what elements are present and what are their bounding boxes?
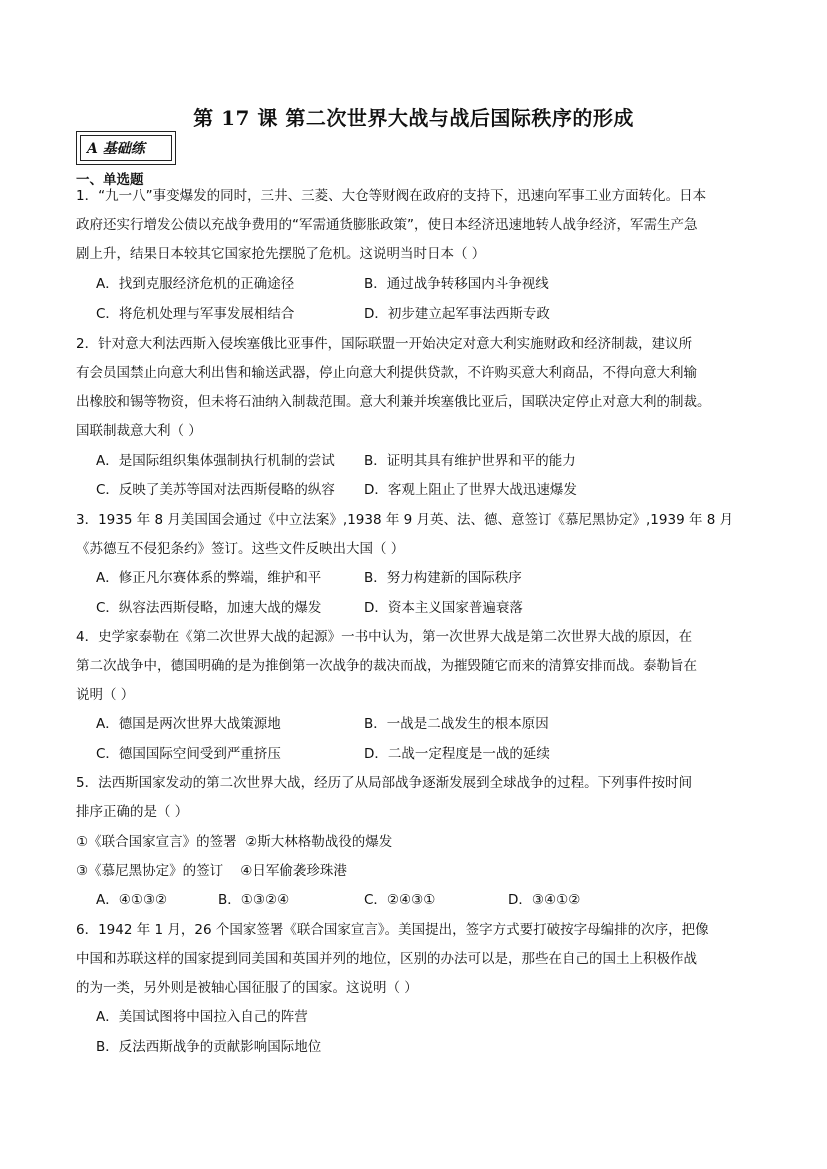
q3-option-b[interactable]: B．努力构建新的国际秩序 xyxy=(364,570,522,586)
q1-option-d[interactable]: D．初步建立起军事法西斯专政 xyxy=(364,306,550,322)
section-heading: 一、单选题 xyxy=(76,172,144,188)
q1-line-1: 1．“九一八”事变爆发的同时，三井、三菱、大仓等财阀在政府的支持下，迅速向军事工业方面转化。日本 xyxy=(76,188,707,204)
q5-option-b[interactable]: B．①③②④ xyxy=(218,892,290,908)
q3-line-1: 3．1935 年 8 月美国国会通过《中立法案》,1938 年 9 月英、法、德、意签订《慕尼黑协定》,1939 年 8 月 xyxy=(76,512,734,528)
q2-option-a[interactable]: A．是国际组织集体强制执行机制的尝试 xyxy=(96,453,335,469)
q5-line-1: 5．法西斯国家发动的第二次世界大战，经历了从局部战争逐渐发展到全球战争的过程。下列事件按时间 xyxy=(76,775,693,791)
q5-events-2: ③《慕尼黑协定》的签订 ④日军偷袭珍珠港 xyxy=(76,863,347,879)
q4-line-3: 说明（ ） xyxy=(76,687,135,703)
q6-option-b[interactable]: B．反法西斯战争的贡献影响国际地位 xyxy=(96,1039,322,1055)
q4-option-d[interactable]: D．二战一定程度是一战的延续 xyxy=(364,746,550,762)
q1-option-b[interactable]: B．通过战争转移国内斗争视线 xyxy=(364,276,549,292)
page-title: 第 17 课 第二次世界大战与战后国际秩序的形成 xyxy=(193,106,634,130)
q2-option-c[interactable]: C．反映了美苏等国对法西斯侵略的纵容 xyxy=(96,482,335,498)
q2-option-d[interactable]: D．客观上阻止了世界大战迅速爆发 xyxy=(364,482,577,498)
q4-line-2: 第二次战争中，德国明确的是为推倒第一次战争的裁决而战，为摧毁随它而来的清算安排而战。泰勒旨在 xyxy=(76,658,697,674)
q3-option-a[interactable]: A．修正凡尔赛体系的弊端，维护和平 xyxy=(96,570,322,586)
q4-option-a[interactable]: A．德国是两次世界大战策源地 xyxy=(96,716,281,732)
q1-line-2: 政府还实行增发公债以充战争费用的“军需通货膨胀政策”，使日本经济迅速地转人战争经济，军需生产急 xyxy=(76,217,698,233)
q2-line-1: 2．针对意大利法西斯入侵埃塞俄比亚事件，国际联盟一开始决定对意大利实施财政和经济制裁，建议所 xyxy=(76,336,693,352)
q4-line-1: 4．史学家泰勒在《第二次世界大战的起源》一书中认为，第一次世界大战是第二次世界大战的原因，在 xyxy=(76,629,693,645)
q6-line-2: 中国和苏联这样的国家提到同美国和英国并列的地位，区别的办法可以是，那些在自己的国土上积极作战 xyxy=(76,951,697,967)
q6-line-1: 6．1942 年 1 月，26 个国家签署《联合国家宣言》。美国提出，签字方式要打破按字母编排的次序，把像 xyxy=(76,922,709,938)
q2-line-2: 有会员国禁止向意大利出售和输送武器，停止向意大利提供贷款，不许购买意大利商品，不得向意大利输 xyxy=(76,365,697,381)
q5-option-d[interactable]: D．③④①② xyxy=(508,892,581,908)
q3-line-2: 《苏德互不侵犯条约》签订。这些文件反映出大国（ ） xyxy=(76,541,405,557)
q4-option-c[interactable]: C．德国国际空间受到严重挤压 xyxy=(96,746,281,762)
q3-option-d[interactable]: D．资本主义国家普遍衰落 xyxy=(364,600,523,616)
section-badge-label: A 基础练 xyxy=(80,135,172,161)
q2-line-3: 出橡胶和锡等物资，但未将石油纳入制裁范围。意大利兼并埃塞俄比亚后，国联决定停止对意大利的制裁。 xyxy=(76,394,711,410)
section-badge xyxy=(76,131,176,165)
q4-option-b[interactable]: B．一战是二战发生的根本原因 xyxy=(364,716,549,732)
q2-line-4: 国联制裁意大利（ ） xyxy=(76,423,202,439)
q1-option-a[interactable]: A．找到克服经济危机的正确途径 xyxy=(96,276,295,292)
q5-option-a[interactable]: A．④①③② xyxy=(96,892,168,908)
q1-option-c[interactable]: C．将危机处理与军事发展相结合 xyxy=(96,306,295,322)
q6-option-a[interactable]: A．美国试图将中国拉入自己的阵营 xyxy=(96,1009,308,1025)
q5-events-1: ①《联合国家宣言》的签署 ②斯大林格勒战役的爆发 xyxy=(76,834,393,850)
q3-option-c[interactable]: C．纵容法西斯侵略，加速大战的爆发 xyxy=(96,600,322,616)
q6-line-3: 的为一类，另外则是被轴心国征服了的国家。这说明（ ） xyxy=(76,980,418,996)
q2-option-b[interactable]: B．证明其具有维护世界和平的能力 xyxy=(364,453,576,469)
q1-line-3: 剧上升，结果日本较其它国家抢先摆脱了危机。这说明当时日本（ ） xyxy=(76,246,486,262)
q5-option-c[interactable]: C．②④③① xyxy=(364,892,436,908)
q5-line-2: 排序正确的是（ ） xyxy=(76,804,189,820)
